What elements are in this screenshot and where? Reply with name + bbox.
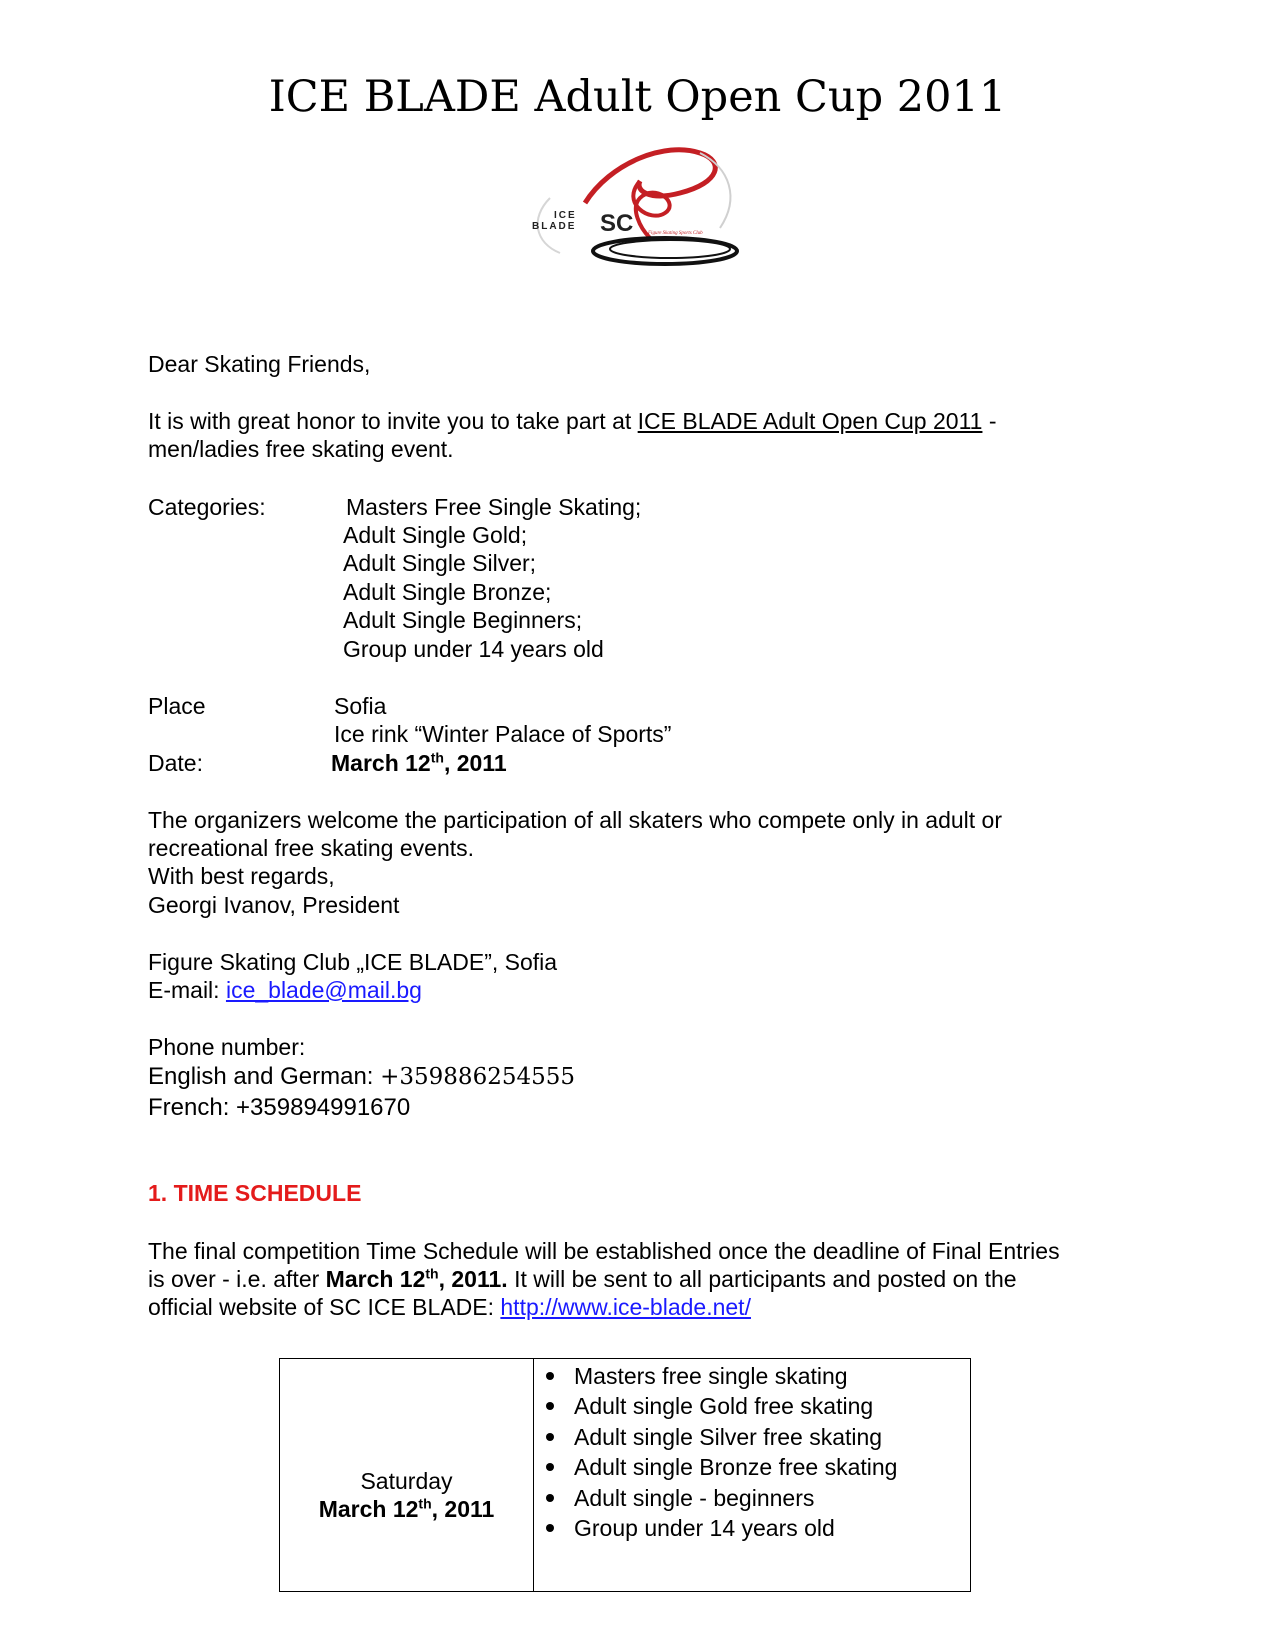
schedule-deadline-date <box>326 1266 508 1292</box>
category-item: Group under 14 years old <box>343 636 604 662</box>
category-item: Adult Single Beginners; <box>343 607 583 633</box>
section-heading-time-schedule: 1. TIME SCHEDULE <box>148 1180 362 1206</box>
deadline-day: March 12 <box>325 1266 426 1292</box>
intro-after: - <box>982 408 997 434</box>
list-item <box>546 1361 970 1391</box>
list-item-label: Adult single Gold free skating <box>574 1393 874 1420</box>
bullet-icon <box>546 1402 554 1410</box>
category-item: Adult Single Silver; <box>343 550 537 576</box>
website-link[interactable]: http://www.ice-blade.net/ <box>500 1294 751 1320</box>
date-label: Date: <box>148 750 203 776</box>
logo-text-sc: SC <box>600 210 634 237</box>
place-city: Sofia <box>334 693 387 719</box>
event-name-link[interactable]: ICE BLADE Adult Open Cup 2011 <box>637 408 983 434</box>
logo-text-ice: ICE <box>554 210 577 221</box>
schedule-line-2-after: It will be sent to all participants and posted on the <box>507 1266 1017 1292</box>
schedule-day: Saturday <box>360 1468 453 1494</box>
regards: With best regards, <box>148 863 335 889</box>
ice-blade-logo <box>490 143 792 289</box>
list-item <box>546 1452 970 1482</box>
list-item-label: Masters free single skating <box>574 1363 848 1389</box>
club-name: Figure Skating Club „ICE BLADE”, Sofia <box>148 949 558 975</box>
list-item-label: Group under 14 years old <box>574 1515 835 1542</box>
schedule-line-3-before: official website of SC ICE BLADE: <box>148 1294 501 1320</box>
schedule-line-2-before: is over - i.e. after <box>148 1266 326 1292</box>
list-item-label: Adult single Silver free skating <box>574 1423 883 1450</box>
deadline-suffix: th <box>425 1265 439 1282</box>
phone-en-de-number: +359886254555 <box>380 1064 575 1090</box>
category-item: Adult Single Bronze; <box>343 579 552 605</box>
bullet-icon <box>546 1463 554 1471</box>
welcome-line-2: recreational free skating events. <box>148 835 475 861</box>
list-item <box>546 1513 970 1543</box>
bullet-icon <box>546 1433 554 1441</box>
schedule-table <box>279 1358 971 1592</box>
email-link[interactable]: ice_blade@mail.bg <box>225 977 422 1003</box>
greeting: Dear Skating Friends, <box>148 351 371 377</box>
deadline-year: , 2011. <box>438 1266 508 1292</box>
event-date <box>331 750 507 777</box>
document-title: ICE BLADE Adult Open Cup 2011 <box>268 72 1007 122</box>
schedule-date-year: , 2011 <box>431 1496 495 1522</box>
list-item-label: Adult single Bronze free skating <box>574 1454 898 1481</box>
category-item: Masters Free Single Skating; <box>346 494 642 520</box>
table-row <box>280 1359 971 1592</box>
intro-before: It is with great honor to invite you to take part at <box>148 408 638 434</box>
list-item-label: Adult single - beginners <box>574 1484 815 1511</box>
list-item <box>546 1483 970 1513</box>
schedule-date <box>280 1495 533 1523</box>
list-item <box>546 1391 970 1421</box>
schedule-date-day: March 12 <box>318 1496 419 1522</box>
logo-text-blade: BLADE <box>532 221 577 232</box>
intro-line-2: men/ladies free skating event. <box>148 436 454 462</box>
schedule-line-3 <box>148 1294 751 1321</box>
place-venue: Ice rink “Winter Palace of Sports” <box>334 721 672 747</box>
event-date-year: , 2011 <box>443 750 507 776</box>
schedule-day-cell <box>280 1359 534 1592</box>
place-label: Place <box>148 693 206 719</box>
schedule-line-1: The final competition Time Schedule will be established once the deadline of Final Entries <box>148 1238 1060 1264</box>
phone-en-de-label: English and German: <box>148 1063 381 1090</box>
schedule-event-list <box>534 1361 970 1543</box>
phone-label: Phone number: <box>148 1034 306 1060</box>
phone-en-de-line <box>148 1063 575 1091</box>
intro-line-1 <box>148 408 997 435</box>
event-date-suffix: th <box>430 749 444 766</box>
email-line <box>148 977 422 1004</box>
event-date-day: March 12 <box>331 750 431 776</box>
signature: Georgi Ivanov, President <box>148 892 400 918</box>
bullet-icon <box>546 1494 554 1502</box>
schedule-line-2 <box>148 1266 1017 1293</box>
bullet-icon <box>546 1372 554 1380</box>
list-item <box>546 1422 970 1452</box>
category-item: Adult Single Gold; <box>343 522 528 548</box>
welcome-line-1: The organizers welcome the participation of all skaters who compete only in adult or <box>148 807 1002 833</box>
bullet-icon <box>546 1524 554 1532</box>
schedule-date-suffix: th <box>418 1495 432 1512</box>
logo-tagline: Figure Skating Sports Club <box>648 231 703 236</box>
phone-fr: French: +359894991670 <box>148 1094 411 1121</box>
schedule-events-cell <box>534 1359 971 1592</box>
categories-label: Categories: <box>148 494 266 520</box>
email-label: E-mail: <box>148 977 226 1003</box>
